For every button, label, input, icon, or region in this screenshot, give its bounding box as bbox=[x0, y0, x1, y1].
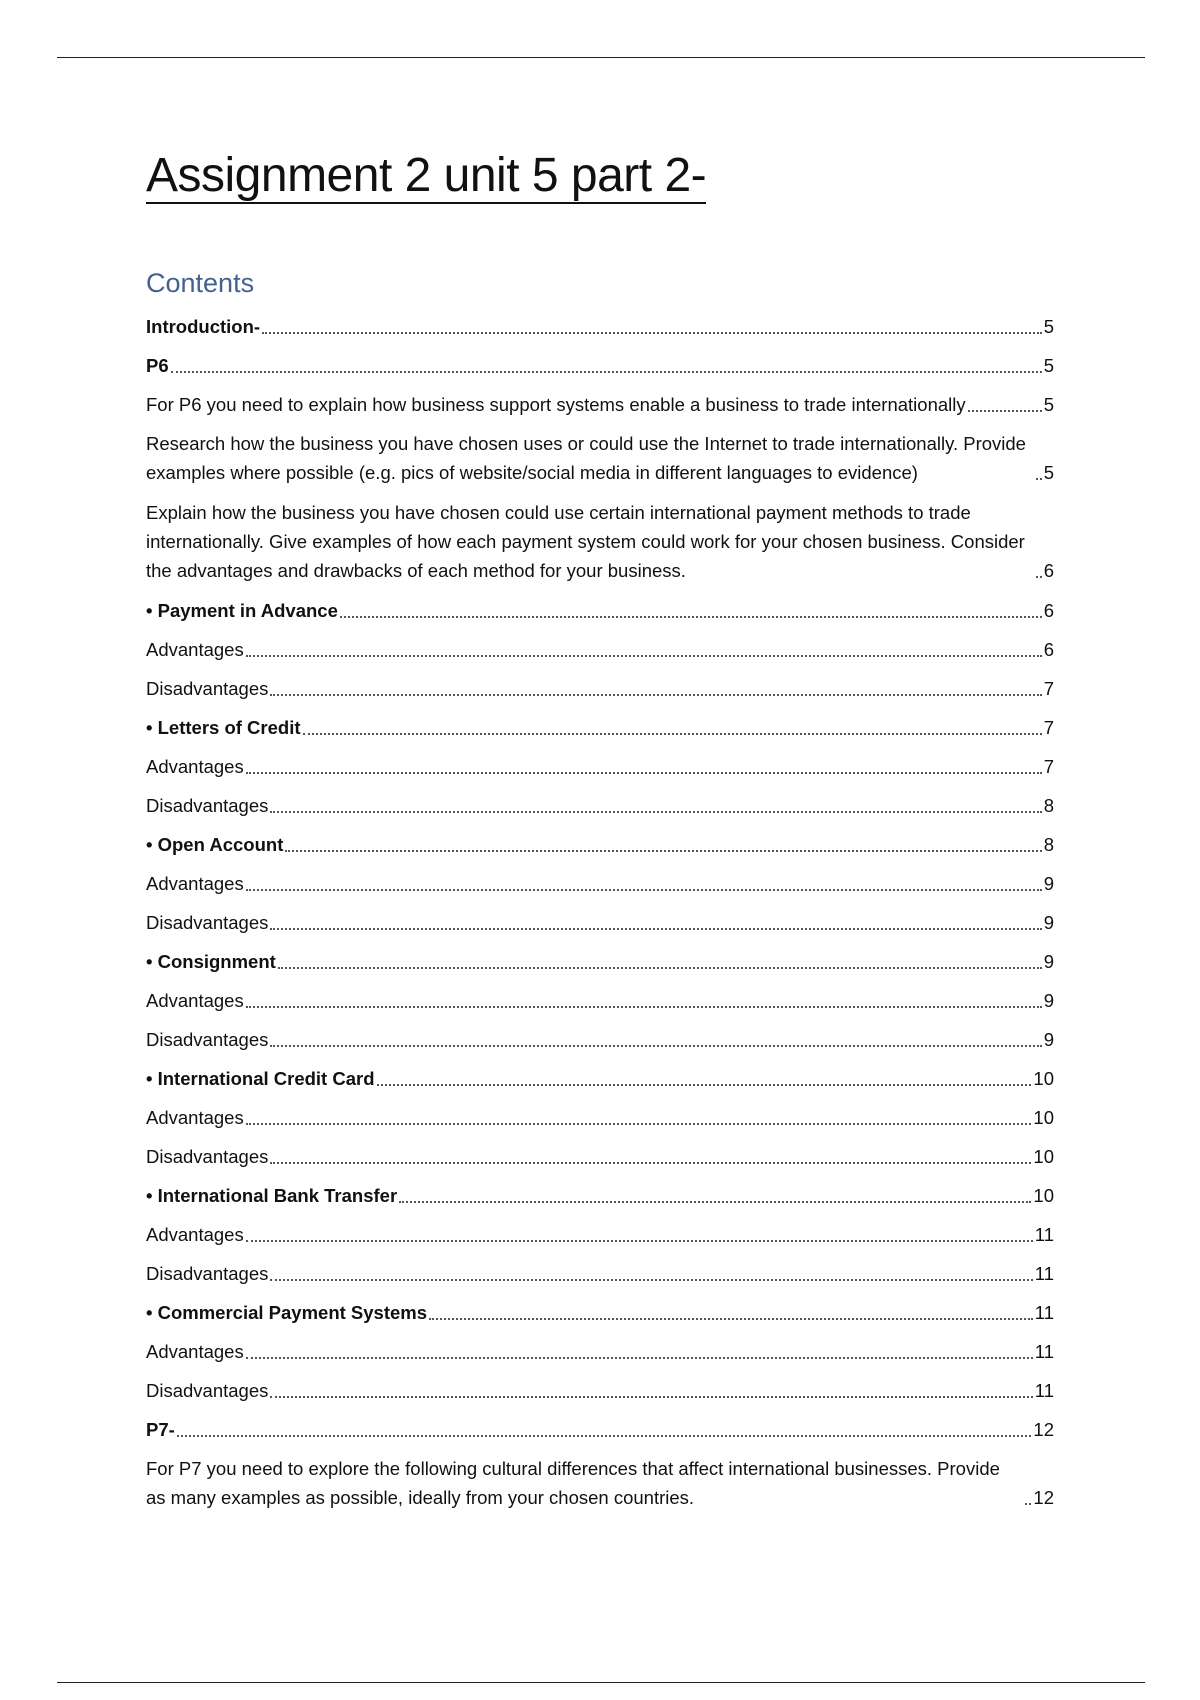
toc-page-number: 10 bbox=[1033, 1107, 1054, 1128]
toc-entry-text: Advantages bbox=[146, 1224, 244, 1245]
toc-entry[interactable] bbox=[146, 1064, 1054, 1093]
toc-entry[interactable] bbox=[146, 791, 1054, 820]
toc-entry[interactable] bbox=[146, 869, 1054, 898]
toc-page-number: 8 bbox=[1043, 834, 1054, 855]
toc-dot-leader bbox=[429, 1318, 1033, 1320]
toc-entry[interactable] bbox=[146, 752, 1054, 781]
table-of-contents bbox=[146, 312, 1054, 1523]
toc-dot-leader bbox=[270, 928, 1041, 930]
toc-entry[interactable] bbox=[146, 1181, 1054, 1210]
toc-dot-leader bbox=[377, 1084, 1032, 1086]
toc-entry-text: Explain how the business you have chosen could use certain international payment methods to trade internationally. Give examples of how each payment system could work for your chosen business. Consider the advantages and drawbacks of each method for your business. bbox=[146, 502, 1025, 581]
toc-dot-leader bbox=[270, 1162, 1031, 1164]
toc-entry-text: Advantages bbox=[146, 990, 244, 1011]
toc-dot-leader bbox=[285, 850, 1041, 852]
toc-dot-leader bbox=[246, 1240, 1033, 1242]
toc-entry-text: P7- bbox=[146, 1419, 175, 1440]
toc-dot-leader bbox=[262, 332, 1042, 334]
toc-dot-leader bbox=[968, 410, 1042, 412]
toc-entry-text: Introduction- bbox=[146, 316, 261, 337]
toc-entry[interactable] bbox=[146, 1376, 1054, 1405]
toc-entry[interactable] bbox=[146, 312, 1054, 341]
toc-dot-leader bbox=[340, 616, 1042, 618]
toc-entry[interactable] bbox=[146, 429, 1054, 487]
toc-page-number: 9 bbox=[1043, 873, 1054, 894]
toc-entry-text: Disadvantages bbox=[146, 1146, 269, 1167]
toc-entry-text: • Consignment bbox=[146, 951, 276, 972]
document-title bbox=[146, 150, 706, 203]
toc-dot-leader bbox=[171, 371, 1042, 373]
toc-page-number: 11 bbox=[1034, 1341, 1054, 1362]
toc-entry-text: Research how the business you have chosen uses or could use the Internet to trade internationally. Provide examples where possible (e.g. pics of website/social media in different languages to evidence) bbox=[146, 433, 1026, 483]
toc-entry-text: Disadvantages bbox=[146, 1263, 269, 1284]
toc-entry[interactable] bbox=[146, 596, 1054, 625]
toc-page-number: 9 bbox=[1043, 990, 1054, 1011]
toc-dot-leader bbox=[270, 1279, 1032, 1281]
toc-page-number: 12 bbox=[1033, 1419, 1054, 1440]
toc-entry[interactable] bbox=[146, 830, 1054, 859]
toc-dot-leader bbox=[270, 811, 1041, 813]
contents-heading: Contents bbox=[146, 268, 255, 298]
toc-dot-leader bbox=[1036, 478, 1042, 480]
footer-rule bbox=[57, 1682, 1145, 1683]
toc-entry-text: • Commercial Payment Systems bbox=[146, 1302, 428, 1323]
toc-page-number: 10 bbox=[1033, 1185, 1054, 1206]
toc-dot-leader bbox=[1025, 1503, 1031, 1505]
toc-entry-text: Disadvantages bbox=[146, 1380, 269, 1401]
toc-page-number: 9 bbox=[1043, 912, 1054, 933]
toc-page-number: 6 bbox=[1043, 639, 1054, 660]
toc-entry-text: Disadvantages bbox=[146, 1029, 269, 1050]
toc-dot-leader bbox=[177, 1435, 1032, 1437]
toc-entry-text: • International Bank Transfer bbox=[146, 1185, 398, 1206]
toc-page-number: 11 bbox=[1034, 1263, 1054, 1284]
toc-dot-leader bbox=[246, 889, 1042, 891]
toc-entry-text: Advantages bbox=[146, 1341, 244, 1362]
toc-page-number: 9 bbox=[1043, 951, 1054, 972]
toc-entry[interactable] bbox=[146, 1454, 1054, 1512]
toc-entry-text: Disadvantages bbox=[146, 795, 269, 816]
toc-entry[interactable] bbox=[146, 1259, 1054, 1288]
toc-entry-text: For P6 you need to explain how business support systems enable a business to trade internationally bbox=[146, 394, 966, 415]
toc-page-number: 5 bbox=[1043, 316, 1054, 337]
toc-entry-text: For P7 you need to explore the following cultural differences that affect international businesses. Provide as many examples as possible, ideally from your chosen countries. bbox=[146, 1458, 1000, 1508]
toc-entry[interactable] bbox=[146, 1220, 1054, 1249]
toc-dot-leader bbox=[246, 1123, 1032, 1125]
toc-entry-text: • Payment in Advance bbox=[146, 600, 338, 621]
toc-page-number: 10 bbox=[1033, 1068, 1054, 1089]
toc-page-number: 6 bbox=[1043, 600, 1054, 621]
toc-entry-text: • Open Account bbox=[146, 834, 284, 855]
toc-page-number: 8 bbox=[1043, 795, 1054, 816]
toc-entry[interactable] bbox=[146, 1103, 1054, 1132]
toc-entry-text: • Letters of Credit bbox=[146, 717, 301, 738]
toc-entry[interactable] bbox=[146, 1025, 1054, 1054]
toc-dot-leader bbox=[246, 1006, 1042, 1008]
toc-entry-text: Disadvantages bbox=[146, 912, 269, 933]
toc-entry[interactable] bbox=[146, 986, 1054, 1015]
toc-page-number: 6 bbox=[1043, 560, 1054, 581]
toc-page-number: 5 bbox=[1043, 462, 1054, 483]
toc-entry[interactable] bbox=[146, 1415, 1054, 1444]
toc-entry-text: Advantages bbox=[146, 873, 244, 894]
toc-entry-text: Advantages bbox=[146, 1107, 244, 1128]
toc-page-number: 9 bbox=[1043, 1029, 1054, 1050]
toc-dot-leader bbox=[278, 967, 1042, 969]
toc-entry-text: • International Credit Card bbox=[146, 1068, 375, 1089]
toc-entry[interactable] bbox=[146, 1142, 1054, 1171]
toc-dot-leader bbox=[1036, 576, 1042, 578]
toc-entry[interactable] bbox=[146, 1337, 1054, 1366]
toc-entry-text: Advantages bbox=[146, 756, 244, 777]
toc-entry[interactable] bbox=[146, 498, 1054, 585]
toc-page-number: 11 bbox=[1034, 1224, 1054, 1245]
toc-page-number: 10 bbox=[1033, 1146, 1054, 1167]
toc-entry-text: P6 bbox=[146, 355, 169, 376]
toc-entry[interactable] bbox=[146, 713, 1054, 742]
toc-page-number: 7 bbox=[1043, 678, 1054, 699]
toc-entry[interactable] bbox=[146, 947, 1054, 976]
toc-page-number: 7 bbox=[1043, 717, 1054, 738]
toc-page-number: 7 bbox=[1043, 756, 1054, 777]
toc-dot-leader bbox=[270, 694, 1041, 696]
toc-dot-leader bbox=[246, 655, 1042, 657]
toc-entry-text: Disadvantages bbox=[146, 678, 269, 699]
document-title-text: Assignment 2 unit 5 part 2- bbox=[146, 149, 707, 202]
toc-entry[interactable] bbox=[146, 674, 1054, 703]
toc-dot-leader bbox=[270, 1396, 1032, 1398]
header-rule bbox=[57, 57, 1145, 58]
toc-page-number: 12 bbox=[1033, 1487, 1054, 1508]
toc-dot-leader bbox=[246, 1357, 1033, 1359]
toc-entry[interactable] bbox=[146, 390, 1054, 419]
toc-page-number: 11 bbox=[1034, 1302, 1054, 1323]
toc-dot-leader bbox=[399, 1201, 1031, 1203]
toc-entry[interactable] bbox=[146, 1298, 1054, 1327]
toc-entry[interactable] bbox=[146, 908, 1054, 937]
toc-entry-text: Advantages bbox=[146, 639, 244, 660]
toc-entry[interactable] bbox=[146, 351, 1054, 380]
toc-page-number: 5 bbox=[1043, 355, 1054, 376]
toc-entry[interactable] bbox=[146, 635, 1054, 664]
toc-page-number: 5 bbox=[1043, 394, 1054, 415]
toc-dot-leader bbox=[303, 733, 1042, 735]
toc-dot-leader bbox=[270, 1045, 1041, 1047]
toc-dot-leader bbox=[246, 772, 1042, 774]
toc-page-number: 11 bbox=[1034, 1380, 1054, 1401]
